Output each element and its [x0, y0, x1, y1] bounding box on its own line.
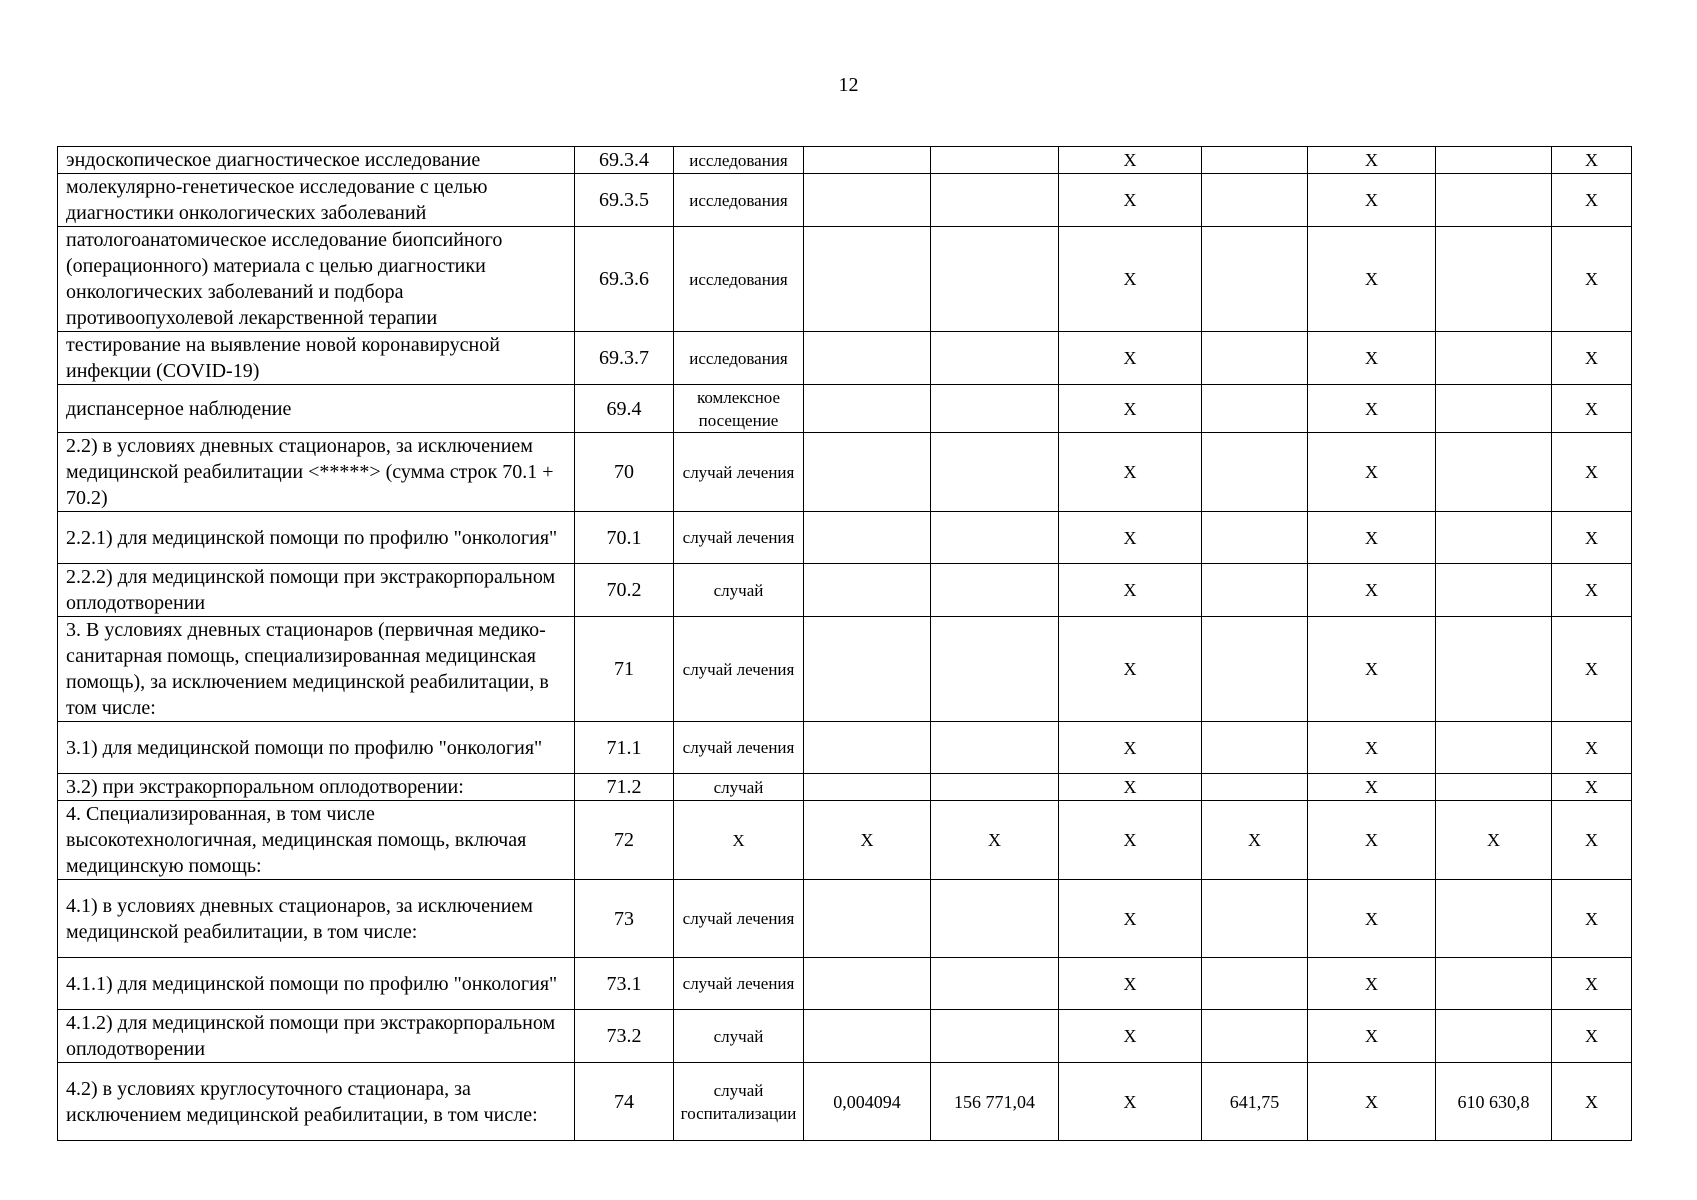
table-body — [58, 147, 1632, 1141]
row-value-cell-7: 641,75 — [1202, 1063, 1308, 1141]
row-value-cell-10: X — [1552, 227, 1632, 332]
table-row — [58, 174, 1632, 227]
row-value-cell-5 — [931, 564, 1059, 617]
row-code-cell: 69.3.6 — [575, 227, 674, 332]
row-unit-cell: случай лечения — [674, 958, 804, 1010]
row-value-cell-10: X — [1552, 433, 1632, 512]
row-value-cell-10: X — [1552, 147, 1632, 174]
table-row — [58, 227, 1632, 332]
row-value-cell-8: X — [1308, 174, 1436, 227]
row-value-cell-4 — [804, 617, 931, 722]
row-name-cell: 3. В условиях дневных стационаров (первичная медико-санитарная помощь, специализированная медицинская помощь), за исключением медицинской реабилитации, в том числе: — [58, 617, 575, 722]
row-name-cell: 4.1) в условиях дневных стационаров, за исключением медицинской реабилитации, в том числе: — [58, 880, 575, 958]
row-value-cell-8: X — [1308, 801, 1436, 880]
row-value-cell-10: X — [1552, 174, 1632, 227]
row-value-cell-7 — [1202, 774, 1308, 801]
table-row — [58, 385, 1632, 433]
row-unit-cell: случай лечения — [674, 880, 804, 958]
row-name-cell: 3.1) для медицинской помощи по профилю "онкология" — [58, 722, 575, 774]
row-value-cell-7 — [1202, 385, 1308, 433]
row-code-cell: 74 — [575, 1063, 674, 1141]
row-value-cell-4 — [804, 722, 931, 774]
row-value-cell-8: X — [1308, 1010, 1436, 1063]
row-value-cell-4: X — [804, 801, 931, 880]
row-value-cell-9 — [1436, 147, 1552, 174]
row-value-cell-6: X — [1059, 1063, 1202, 1141]
row-value-cell-5 — [931, 512, 1059, 564]
row-code-cell: 70 — [575, 433, 674, 512]
row-name-cell: диспансерное наблюдение — [58, 385, 575, 433]
table-row — [58, 512, 1632, 564]
row-value-cell-4 — [804, 880, 931, 958]
table-row — [58, 147, 1632, 174]
row-value-cell-5 — [931, 958, 1059, 1010]
row-value-cell-8: X — [1308, 385, 1436, 433]
row-unit-cell: случай лечения — [674, 617, 804, 722]
row-value-cell-6: X — [1059, 880, 1202, 958]
row-value-cell-10: X — [1552, 774, 1632, 801]
row-code-cell: 73.1 — [575, 958, 674, 1010]
row-value-cell-10: X — [1552, 512, 1632, 564]
row-unit-cell: исследования — [674, 227, 804, 332]
row-value-cell-10: X — [1552, 1063, 1632, 1141]
row-value-cell-6: X — [1059, 958, 1202, 1010]
table-row — [58, 801, 1632, 880]
row-code-cell: 70.2 — [575, 564, 674, 617]
row-value-cell-8: X — [1308, 564, 1436, 617]
row-name-cell: 4. Специализированная, в том числе высокотехнологичная, медицинская помощь, включая медицинскую помощь: — [58, 801, 575, 880]
row-value-cell-6: X — [1059, 564, 1202, 617]
row-value-cell-9 — [1436, 174, 1552, 227]
row-code-cell: 71 — [575, 617, 674, 722]
row-value-cell-10: X — [1552, 801, 1632, 880]
row-value-cell-5 — [931, 227, 1059, 332]
row-value-cell-4 — [804, 564, 931, 617]
row-value-cell-7: X — [1202, 801, 1308, 880]
row-value-cell-9 — [1436, 958, 1552, 1010]
row-value-cell-6: X — [1059, 385, 1202, 433]
data-table — [57, 146, 1632, 1141]
row-value-cell-6: X — [1059, 227, 1202, 332]
row-value-cell-8: X — [1308, 1063, 1436, 1141]
row-value-cell-5 — [931, 433, 1059, 512]
row-value-cell-7 — [1202, 880, 1308, 958]
row-value-cell-5: X — [931, 801, 1059, 880]
row-value-cell-4 — [804, 174, 931, 227]
row-value-cell-10: X — [1552, 332, 1632, 385]
row-value-cell-5 — [931, 1010, 1059, 1063]
row-name-cell: 2.2.1) для медицинской помощи по профилю "онкология" — [58, 512, 575, 564]
row-value-cell-10: X — [1552, 385, 1632, 433]
row-value-cell-5 — [931, 385, 1059, 433]
row-value-cell-10: X — [1552, 617, 1632, 722]
row-code-cell: 70.1 — [575, 512, 674, 564]
row-name-cell: 3.2) при экстракорпоральном оплодотворении: — [58, 774, 575, 801]
row-value-cell-8: X — [1308, 332, 1436, 385]
row-unit-cell: исследования — [674, 332, 804, 385]
row-value-cell-5 — [931, 722, 1059, 774]
row-name-cell: 4.1.1) для медицинской помощи по профилю "онкология" — [58, 958, 575, 1010]
row-value-cell-9: 610 630,8 — [1436, 1063, 1552, 1141]
row-code-cell: 69.3.5 — [575, 174, 674, 227]
row-name-cell: 4.1.2) для медицинской помощи при экстракорпоральном оплодотворении — [58, 1010, 575, 1063]
row-value-cell-7 — [1202, 174, 1308, 227]
table-row — [58, 433, 1632, 512]
row-value-cell-6: X — [1059, 1010, 1202, 1063]
row-value-cell-4 — [804, 385, 931, 433]
row-name-cell: патологоанатомическое исследование биопсийного (операционного) материала с целью диагностики онкологических заболеваний и подбора противоопухолевой лекарственной терапии — [58, 227, 575, 332]
row-unit-cell: X — [674, 801, 804, 880]
row-value-cell-7 — [1202, 564, 1308, 617]
row-unit-cell: случай — [674, 564, 804, 617]
table-row — [58, 617, 1632, 722]
row-value-cell-4 — [804, 433, 931, 512]
row-value-cell-7 — [1202, 958, 1308, 1010]
row-unit-cell: случай лечения — [674, 433, 804, 512]
row-value-cell-5 — [931, 774, 1059, 801]
row-value-cell-4 — [804, 1010, 931, 1063]
row-value-cell-6: X — [1059, 774, 1202, 801]
table-row — [58, 722, 1632, 774]
row-value-cell-9 — [1436, 385, 1552, 433]
row-value-cell-9 — [1436, 774, 1552, 801]
row-value-cell-9 — [1436, 722, 1552, 774]
row-value-cell-7 — [1202, 433, 1308, 512]
row-value-cell-5 — [931, 332, 1059, 385]
row-value-cell-6: X — [1059, 147, 1202, 174]
row-value-cell-10: X — [1552, 722, 1632, 774]
table-row — [58, 880, 1632, 958]
table-row — [58, 958, 1632, 1010]
row-value-cell-5: 156 771,04 — [931, 1063, 1059, 1141]
row-value-cell-8: X — [1308, 880, 1436, 958]
row-code-cell: 69.3.4 — [575, 147, 674, 174]
row-unit-cell: случай лечения — [674, 722, 804, 774]
row-value-cell-4 — [804, 512, 931, 564]
row-unit-cell: исследования — [674, 174, 804, 227]
row-value-cell-4 — [804, 774, 931, 801]
table-row — [58, 564, 1632, 617]
row-value-cell-9 — [1436, 617, 1552, 722]
row-value-cell-7 — [1202, 147, 1308, 174]
row-value-cell-4 — [804, 958, 931, 1010]
row-value-cell-8: X — [1308, 147, 1436, 174]
row-value-cell-7 — [1202, 722, 1308, 774]
row-value-cell-10: X — [1552, 1010, 1632, 1063]
row-value-cell-9 — [1436, 227, 1552, 332]
table-row — [58, 1063, 1632, 1141]
row-name-cell: тестирование на выявление новой коронавирусной инфекции (COVID-19) — [58, 332, 575, 385]
row-value-cell-8: X — [1308, 617, 1436, 722]
row-unit-cell: случай лечения — [674, 512, 804, 564]
row-value-cell-7 — [1202, 617, 1308, 722]
row-name-cell: 2.2.2) для медицинской помощи при экстракорпоральном оплодотворении — [58, 564, 575, 617]
row-code-cell: 71.2 — [575, 774, 674, 801]
row-value-cell-7 — [1202, 332, 1308, 385]
row-value-cell-7 — [1202, 227, 1308, 332]
row-value-cell-6: X — [1059, 332, 1202, 385]
row-value-cell-10: X — [1552, 880, 1632, 958]
row-value-cell-7 — [1202, 1010, 1308, 1063]
row-value-cell-4 — [804, 227, 931, 332]
table-row — [58, 332, 1632, 385]
row-value-cell-6: X — [1059, 722, 1202, 774]
row-value-cell-10: X — [1552, 958, 1632, 1010]
row-code-cell: 72 — [575, 801, 674, 880]
table-row — [58, 774, 1632, 801]
row-unit-cell: случай — [674, 774, 804, 801]
row-value-cell-6: X — [1059, 801, 1202, 880]
row-unit-cell: комлексное посещение — [674, 385, 804, 433]
row-value-cell-5 — [931, 147, 1059, 174]
row-value-cell-9 — [1436, 332, 1552, 385]
row-value-cell-9 — [1436, 512, 1552, 564]
row-value-cell-8: X — [1308, 722, 1436, 774]
row-value-cell-8: X — [1308, 512, 1436, 564]
row-value-cell-4: 0,004094 — [804, 1063, 931, 1141]
row-code-cell: 73 — [575, 880, 674, 958]
row-name-cell: молекулярно-генетическое исследование с целью диагностики онкологических заболеваний — [58, 174, 575, 227]
row-unit-cell: исследования — [674, 147, 804, 174]
row-value-cell-6: X — [1059, 433, 1202, 512]
row-value-cell-6: X — [1059, 512, 1202, 564]
row-value-cell-6: X — [1059, 617, 1202, 722]
row-value-cell-4 — [804, 147, 931, 174]
row-code-cell: 69.3.7 — [575, 332, 674, 385]
row-value-cell-10: X — [1552, 564, 1632, 617]
row-name-cell: 2.2) в условиях дневных стационаров, за исключением медицинской реабилитации <*****> (сумма строк 70.1 + 70.2) — [58, 433, 575, 512]
row-unit-cell: случай — [674, 1010, 804, 1063]
row-value-cell-6: X — [1059, 174, 1202, 227]
row-value-cell-7 — [1202, 512, 1308, 564]
row-value-cell-9 — [1436, 433, 1552, 512]
row-code-cell: 69.4 — [575, 385, 674, 433]
row-value-cell-9 — [1436, 564, 1552, 617]
row-value-cell-8: X — [1308, 774, 1436, 801]
row-value-cell-8: X — [1308, 433, 1436, 512]
row-value-cell-5 — [931, 174, 1059, 227]
row-name-cell: 4.2) в условиях круглосуточного стационара, за исключением медицинской реабилитации, в том числе: — [58, 1063, 575, 1141]
row-value-cell-5 — [931, 880, 1059, 958]
row-code-cell: 71.1 — [575, 722, 674, 774]
page-number: 12 — [838, 74, 859, 96]
row-value-cell-5 — [931, 617, 1059, 722]
row-value-cell-9 — [1436, 880, 1552, 958]
row-value-cell-9: X — [1436, 801, 1552, 880]
table-row — [58, 1010, 1632, 1063]
row-value-cell-9 — [1436, 1010, 1552, 1063]
row-value-cell-4 — [804, 332, 931, 385]
row-value-cell-8: X — [1308, 227, 1436, 332]
row-code-cell: 73.2 — [575, 1010, 674, 1063]
row-value-cell-8: X — [1308, 958, 1436, 1010]
row-unit-cell: случай госпитализации — [674, 1063, 804, 1141]
row-name-cell: эндоскопическое диагностическое исследование — [58, 147, 575, 174]
